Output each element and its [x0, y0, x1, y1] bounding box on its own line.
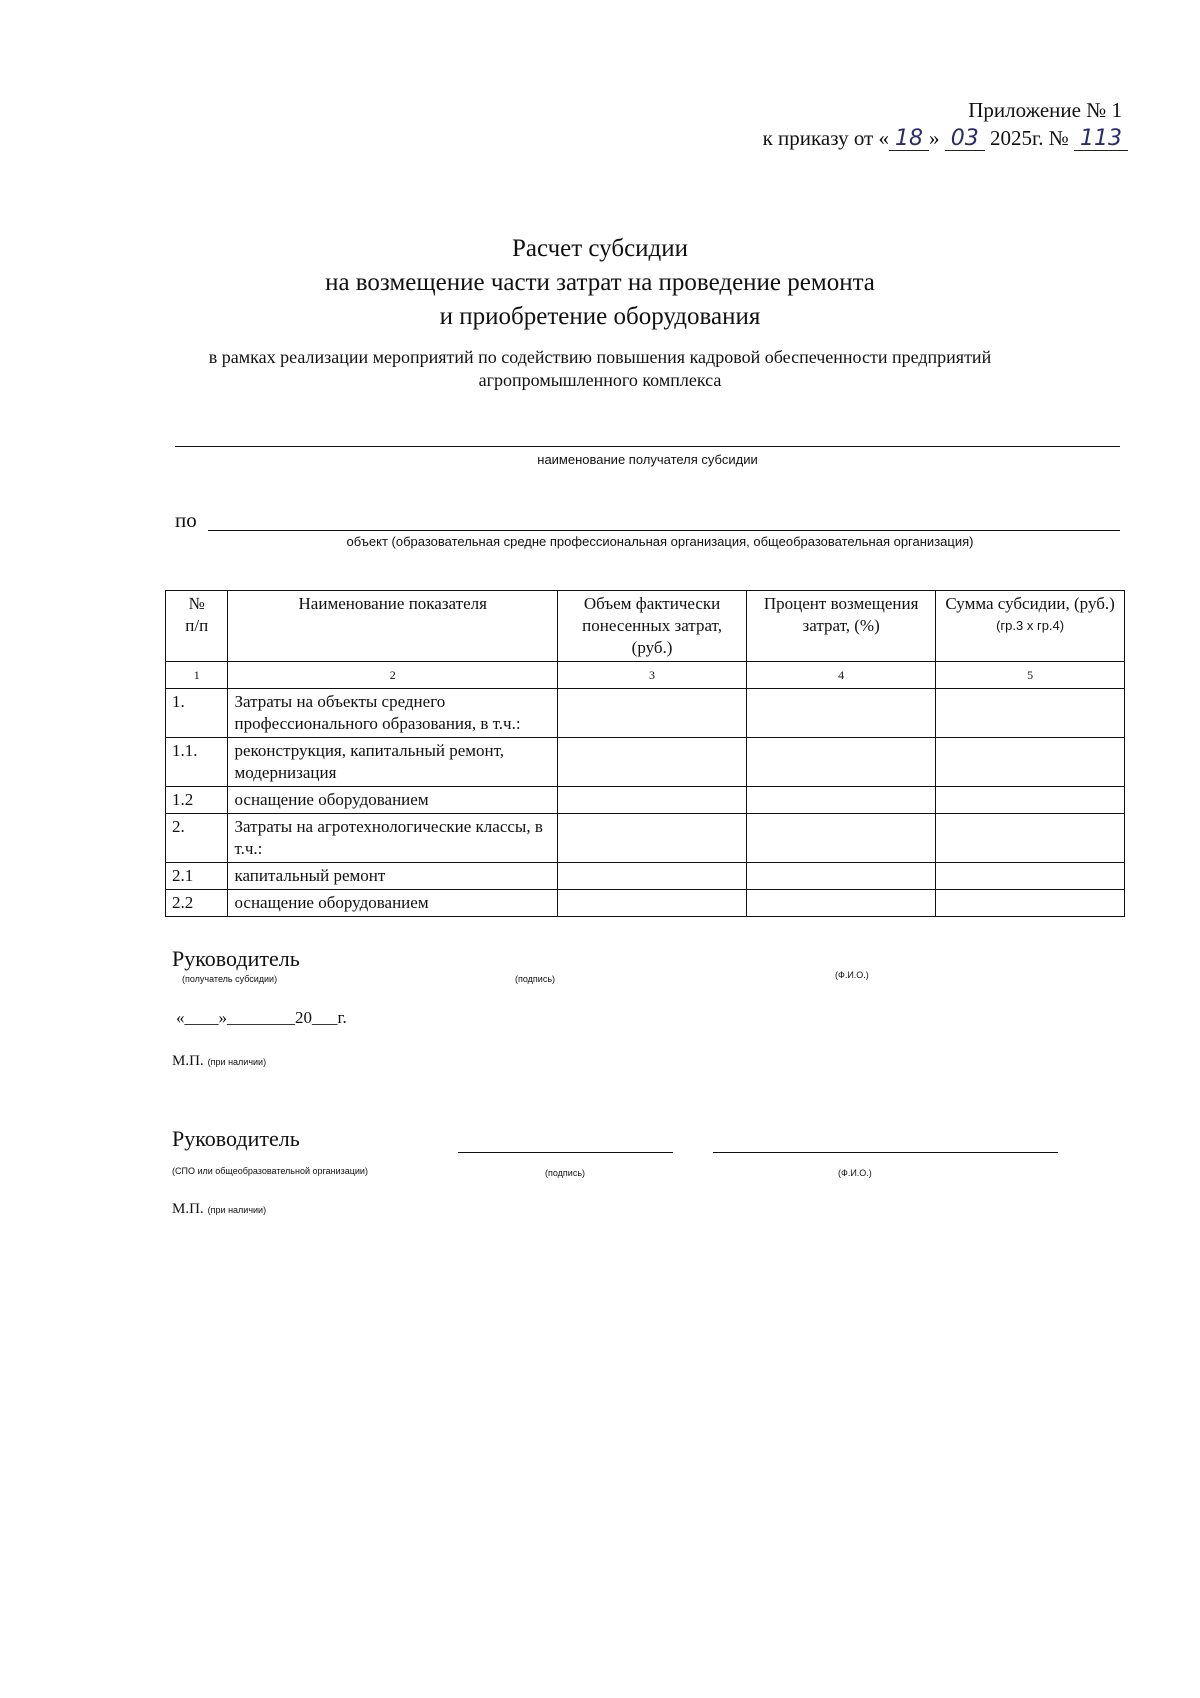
cell-sum[interactable]: [936, 814, 1125, 863]
cell-volume[interactable]: [558, 890, 747, 917]
po-label: по: [175, 508, 197, 532]
signature2-title: Руководитель: [172, 1126, 300, 1151]
table-row: [166, 890, 1125, 917]
cell-percent[interactable]: [747, 890, 936, 917]
order-prefix: к приказу от «: [762, 126, 889, 150]
recipient-caption: наименование получателя субсидии: [537, 452, 758, 467]
row-num: 1.1.: [166, 738, 228, 787]
cell-sum[interactable]: [936, 863, 1125, 890]
cell-percent[interactable]: [747, 787, 936, 814]
recipient-name-field[interactable]: [175, 446, 1120, 447]
object-field[interactable]: [208, 530, 1120, 531]
order-number: 113: [1074, 128, 1128, 151]
signature2-sign-field[interactable]: [458, 1152, 673, 1153]
cell-volume[interactable]: [558, 738, 747, 787]
table-row: [166, 689, 1125, 738]
header-num: № п/п: [166, 591, 228, 662]
order-day: 18: [889, 128, 929, 151]
order-mid: »: [928, 126, 940, 150]
col-number: 2: [228, 662, 558, 689]
header-sum-label: Сумма субсидии, (руб.): [945, 594, 1115, 613]
cell-sum[interactable]: [936, 890, 1125, 917]
cell-percent[interactable]: [747, 689, 936, 738]
header-percent: Процент возмещения затрат, (%): [747, 591, 936, 662]
row-num: 2.: [166, 814, 228, 863]
signature1-role-caption: (получатель субсидии): [182, 974, 278, 984]
cell-percent[interactable]: [747, 863, 936, 890]
row-num: 2.2: [166, 890, 228, 917]
cell-percent[interactable]: [747, 814, 936, 863]
subtitle-line-1: в рамках реализации мероприятий по содействию повышения кадровой обеспеченности предприятий: [208, 347, 992, 367]
title-line-2: на возмещение части затрат на проведение ремонта: [325, 269, 875, 296]
signature1-date-line[interactable]: «____»________20___г.: [176, 1008, 347, 1027]
signature2-role-caption: (СПО или общеобразовательной организации): [172, 1166, 368, 1176]
signature2-fio-caption: (Ф.И.О.): [838, 1168, 872, 1178]
col-number: 4: [747, 662, 936, 689]
stamp-label: М.П.: [172, 1201, 204, 1217]
col-number: 5: [936, 662, 1125, 689]
signature2-fio-field[interactable]: [713, 1152, 1058, 1153]
table-row: [166, 814, 1125, 863]
row-name: оснащение оборудованием: [228, 890, 558, 917]
signature1-sign-caption: (подпись): [515, 974, 556, 984]
cell-volume[interactable]: [558, 787, 747, 814]
title-block: [0, 232, 1200, 392]
order-year: 2025г. №: [989, 126, 1069, 150]
col-number: 1: [166, 662, 228, 689]
header-sum-formula: (гр.3 х гр.4): [996, 618, 1065, 633]
column-number-row: [166, 662, 1125, 689]
row-name: оснащение оборудованием: [228, 787, 558, 814]
header-volume: Объем фактически понесенных затрат, (руб.): [558, 591, 747, 662]
signature1-fio-caption: (Ф.И.О.): [835, 970, 869, 980]
row-name: капитальный ремонт: [228, 863, 558, 890]
stamp-label: М.П.: [172, 1053, 204, 1069]
row-num: 2.1: [166, 863, 228, 890]
stamp-caption: (при наличии): [207, 1057, 267, 1067]
signature1-title: Руководитель: [172, 946, 300, 971]
header-sum: [936, 591, 1125, 662]
signature1-stamp: [172, 1052, 266, 1070]
cell-sum[interactable]: [936, 738, 1125, 787]
cell-percent[interactable]: [747, 738, 936, 787]
cell-volume[interactable]: [558, 863, 747, 890]
cell-sum[interactable]: [936, 689, 1125, 738]
title-line-1: Расчет субсидии: [511, 235, 689, 262]
row-num: 1.: [166, 689, 228, 738]
object-caption: объект (образовательная средне профессиональная организация, общеобразовательная организация): [346, 534, 974, 549]
subsidy-table: [165, 590, 1125, 917]
stamp-caption: (при наличии): [207, 1205, 267, 1215]
row-name: Затраты на агротехнологические классы, в т.ч.:: [228, 814, 558, 863]
order-month: 03: [945, 128, 985, 151]
subtitle: [0, 346, 1200, 392]
subtitle-line-2: агропромышленного комплекса: [478, 370, 722, 390]
row-name: Затраты на объекты среднего профессионального образования, в т.ч.:: [228, 689, 558, 738]
table-row: [166, 738, 1125, 787]
cell-sum[interactable]: [936, 787, 1125, 814]
table-header-row: [166, 591, 1125, 662]
table-row: [166, 787, 1125, 814]
cell-volume[interactable]: [558, 689, 747, 738]
row-num: 1.2: [166, 787, 228, 814]
header-name: Наименование показателя: [228, 591, 558, 662]
order-reference: [763, 126, 1128, 151]
title-line-3: и приобретение оборудования: [439, 303, 761, 330]
cell-volume[interactable]: [558, 814, 747, 863]
col-number: 3: [558, 662, 747, 689]
signature2-sign-caption: (подпись): [545, 1168, 586, 1178]
signature2-stamp: [172, 1200, 266, 1218]
row-name: реконструкция, капитальный ремонт, модернизация: [228, 738, 558, 787]
appendix-title: Приложение № 1: [968, 98, 1122, 122]
table-row: [166, 863, 1125, 890]
